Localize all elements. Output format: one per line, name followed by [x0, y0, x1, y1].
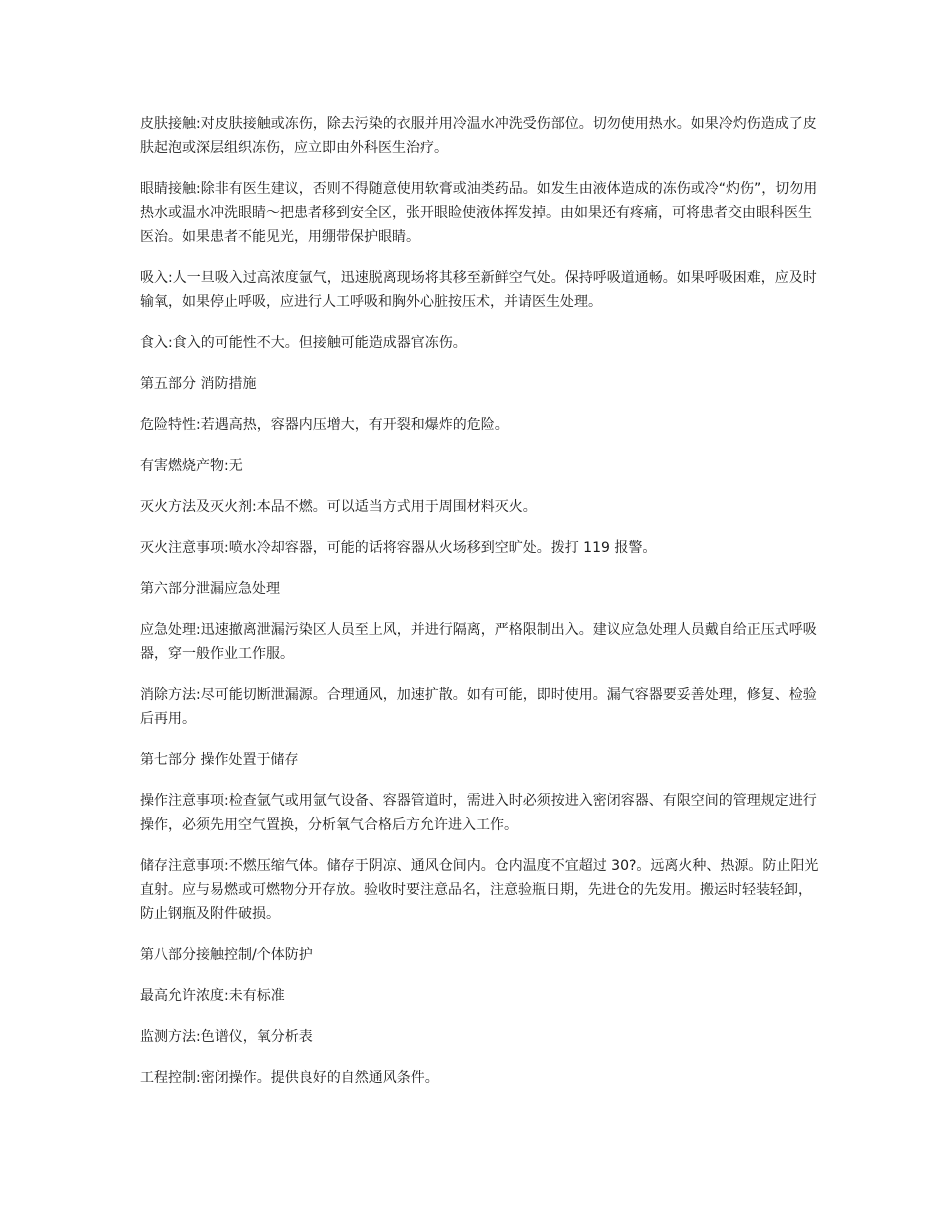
- paragraph-storage-notes: 储存注意事项:不燃压缩气体。储存于阴凉、通风仓间内。仓内温度不宜超过 30?。远离火种、热源。防止阳光直射。应与易燃或可燃物分开存放。验收时要注意品名，注意验瓶日期，先进仓的先发用。搬运时轻装轻卸，防止钢瓶及附件破损。: [140, 858, 819, 922]
- paragraph-emergency-response: 应急处理:迅速撤离泄漏污染区人员至上风，并进行隔离，严格限制出入。建议应急处理人员戴自给正压式呼吸器，穿一般作业工作服。: [140, 622, 817, 662]
- paragraph-hazard-properties: 危险特性:若遇高热，容器内压增大，有开裂和爆炸的危险。: [140, 417, 509, 433]
- section-heading-leak-response: 第六部分泄漏应急处理: [140, 581, 280, 597]
- paragraph-handling-notes: 操作注意事项:检查氩气或用氩气设备、容器管道时，需进入时必须按进入密闭容器、有限空间的管理规定进行操作，必须先用空气置换，分析氧气合格后方允许进入工作。: [140, 793, 817, 833]
- section-heading-handling-storage: 第七部分 操作处置于储存: [140, 752, 299, 768]
- document-body: [140, 112, 820, 1107]
- paragraph-eye-contact: 眼睛接触:除非有医生建议，否则不得随意使用软膏或油类药品。如发生由液体造成的冻伤或冷“灼伤”，切勿用热水或温水冲洗眼睛～把患者移到安全区，张开眼睑使液体挥发掉。由如果还有疼痛，可将患者交由眼科医生医治。如果患者不能见光，用绷带保护眼睛。: [140, 181, 818, 245]
- paragraph-ingestion: 食入:食入的可能性不大。但接触可能造成器官冻伤。: [140, 335, 467, 351]
- paragraph-monitoring-methods: 监测方法:色谱仪，氧分析表: [140, 1029, 313, 1045]
- paragraph-elimination-methods: 消除方法:尽可能切断泄漏源。合理通风，加速扩散。如有可能，即时使用。漏气容器要妥善处理，修复、检验后再用。: [140, 687, 817, 727]
- paragraph-max-concentration: 最高允许浓度:未有标准: [140, 988, 285, 1004]
- paragraph-engineering-control: 工程控制:密闭操作。提供良好的自然通风条件。: [140, 1070, 439, 1086]
- section-heading-fire-fighting: 第五部分 消防措施: [140, 376, 257, 392]
- section-heading-exposure-control: 第八部分接触控制/个体防护: [140, 947, 313, 963]
- paragraph-combustion-products: 有害燃烧产物:无: [140, 458, 243, 474]
- paragraph-inhalation: 吸入:人一旦吸入过高浓度氩气，迅速脱离现场将其移至新鲜空气处。保持呼吸道通畅。如果呼吸困难，应及时输氧，如果停止呼吸，应进行人工呼吸和胸外心脏按压术，并请医生处理。: [140, 270, 817, 310]
- paragraph-fire-fighting-notes: 灭火注意事项:喷水冷却容器，可能的话将容器从火场移到空旷处。拨打 119 报警。: [140, 540, 657, 556]
- paragraph-extinguishing-methods: 灭火方法及灭火剂:本品不燃。可以适当方式用于周围材料灭火。: [140, 499, 537, 515]
- paragraph-skin-contact: 皮肤接触:对皮肤接触或冻伤，除去污染的衣服并用冷温水冲洗受伤部位。切勿使用热水。如果冷灼伤造成了皮肤起泡或深层组织冻伤，应立即由外科医生治疗。: [140, 116, 817, 156]
